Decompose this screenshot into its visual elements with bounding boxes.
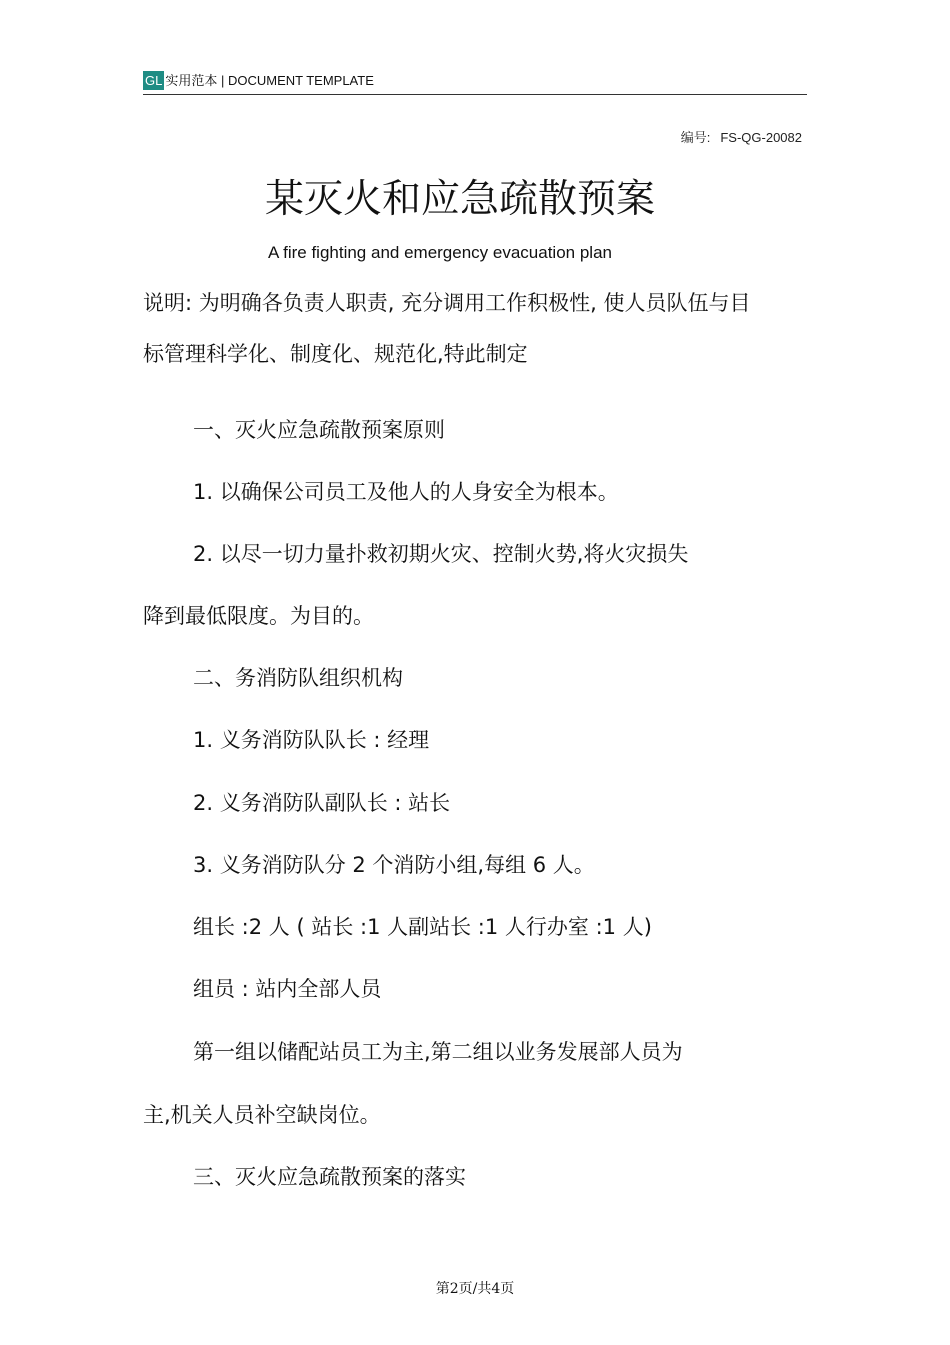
body-line: 主,机关人员补空缺岗位。 bbox=[143, 1103, 381, 1127]
header-logo bbox=[143, 71, 374, 90]
body-line: 第一组以储配站员工为主,第二组以业务发展部人员为 bbox=[193, 1040, 683, 1064]
page-title: 某灭火和应急疏散预案 bbox=[264, 177, 655, 222]
document-number bbox=[681, 127, 802, 146]
page-indicator: 第2页/共4页 bbox=[435, 1281, 515, 1297]
body-line: 组长 :2 人 ( 站长 :1 人副站长 :1 人行办室 :1 人) bbox=[193, 915, 652, 939]
body-line: 2. 义务消防队副队长 : 站长 bbox=[193, 791, 451, 815]
body-line: 说明: 为明确各负责人职责, 充分调用工作积极性, 使人员队伍与目 bbox=[143, 291, 751, 315]
body-line: 1. 义务消防队队长 : 经理 bbox=[193, 728, 430, 752]
document-number-label: 编号: bbox=[680, 130, 711, 145]
page-subtitle: A fire fighting and emergency evacuation plan bbox=[267, 243, 612, 262]
body-line: 2. 以尽一切力量扑救初期火灾、控制火势,将火灾损失 bbox=[193, 542, 689, 566]
body-line: 组员 : 站内全部人员 bbox=[193, 977, 382, 1001]
section-heading: 一、灭火应急疏散预案原则 bbox=[193, 418, 445, 442]
logo-text: 实用范本 bbox=[165, 74, 218, 89]
section-heading: 二、务消防队组织机构 bbox=[193, 666, 403, 690]
body-line: 1. 以确保公司员工及他人的人身安全为根本。 bbox=[193, 480, 619, 504]
logo-badge: GL bbox=[145, 73, 163, 88]
header-separator-text: | DOCUMENT TEMPLATE bbox=[217, 73, 374, 88]
body-line: 降到最低限度。为目的。 bbox=[143, 604, 374, 628]
body-line: 标管理科学化、制度化、规范化,特此制定 bbox=[143, 342, 528, 366]
body-line: 3. 义务消防队分 2 个消防小组,每组 6 人。 bbox=[193, 853, 595, 877]
document-number-value: FS-QG-20082 bbox=[720, 130, 802, 145]
page-header bbox=[143, 70, 807, 95]
section-heading: 三、灭火应急疏散预案的落实 bbox=[193, 1165, 466, 1189]
